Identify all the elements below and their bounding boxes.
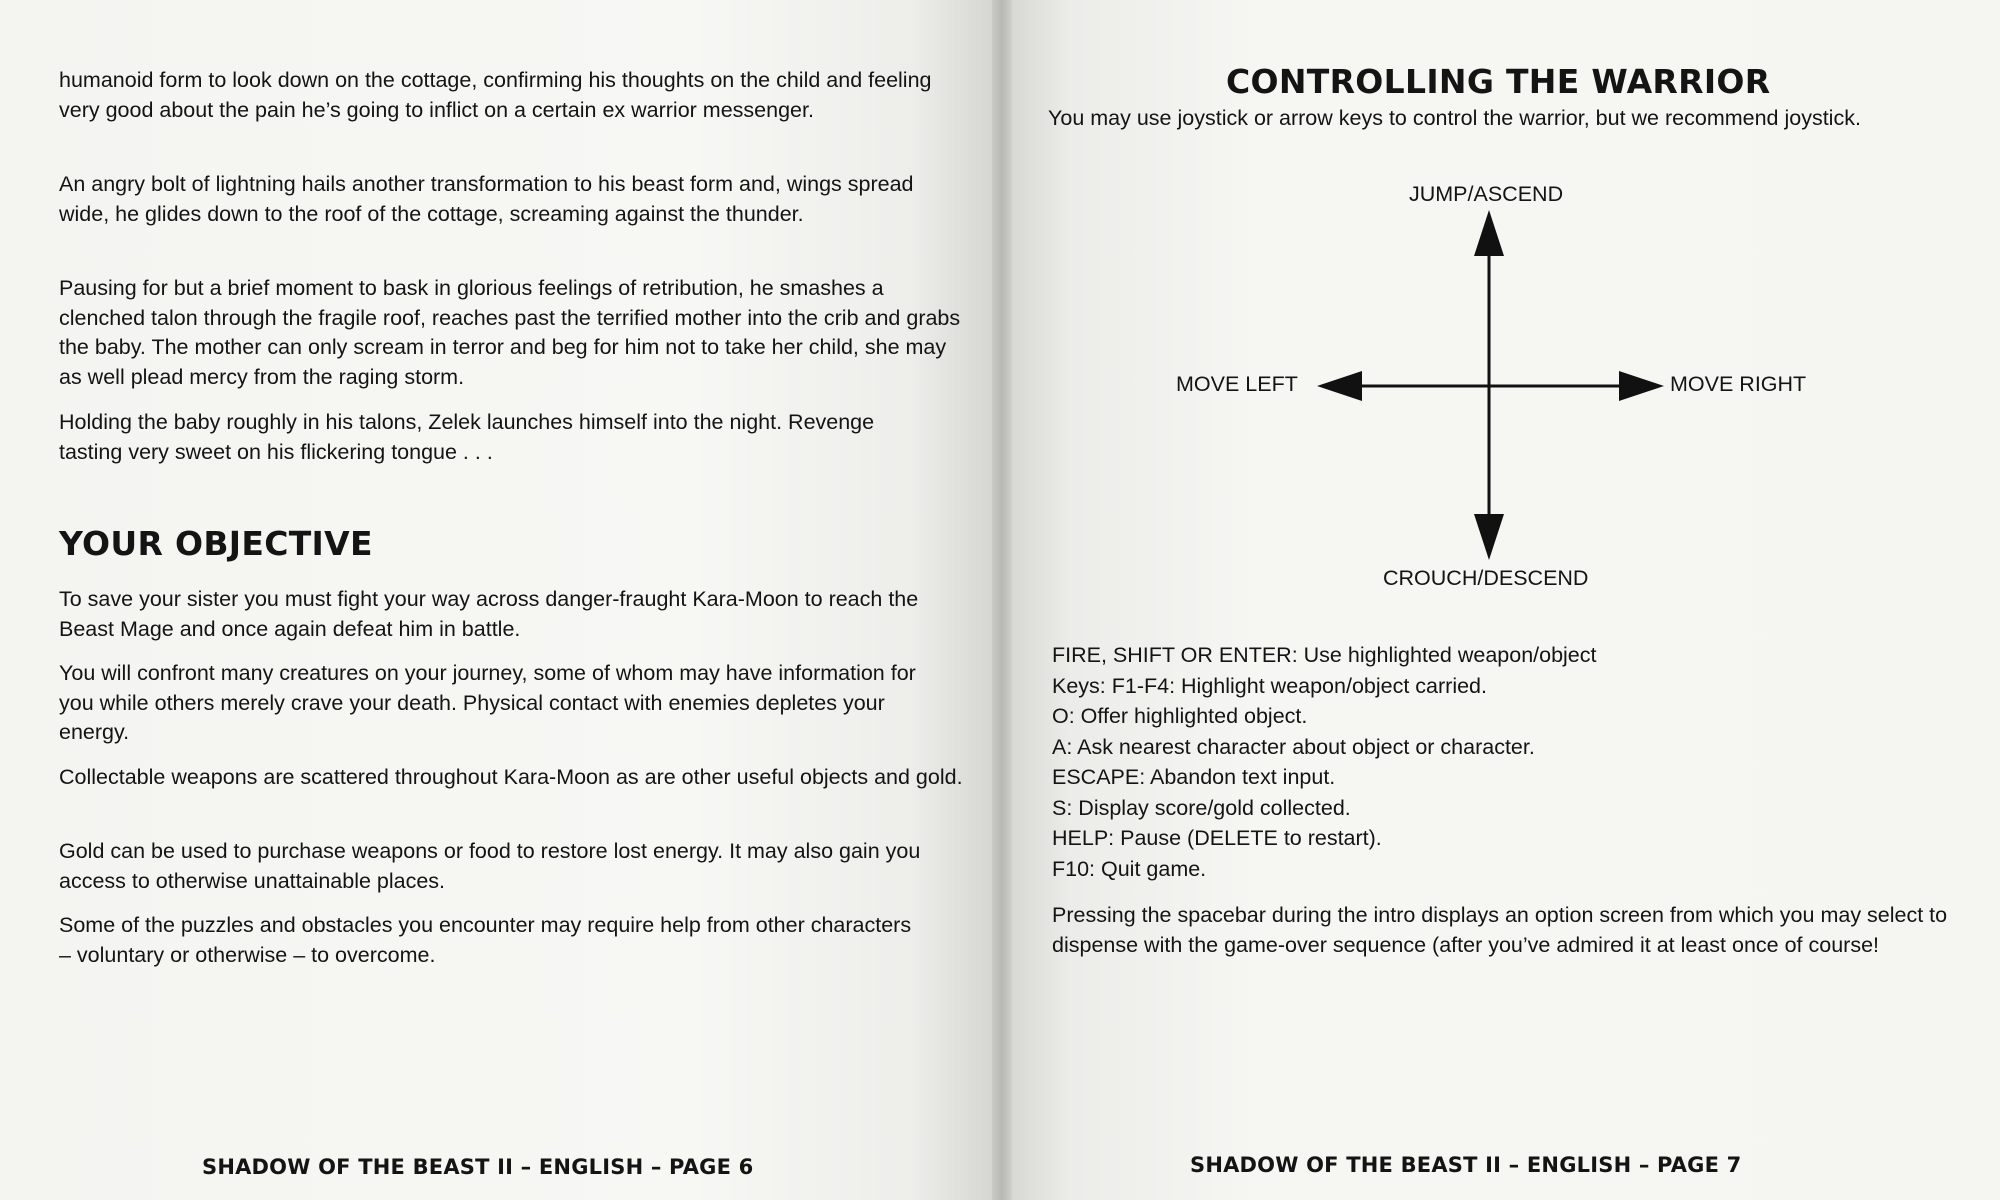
arrow-down-icon — [1474, 514, 1504, 560]
arrow-left-icon — [1317, 371, 1362, 401]
objective-paragraph-4: Gold can be used to purchase weapons or food to restore lost energy. It may also gain you access to otherwise unattainable places. — [59, 839, 921, 893]
story-paragraph-3: Pausing for but a brief moment to bask in glorious feelings of retribution, he smashes a clenched talon through the fragile roof, reaches past the terrified mother into the crib and grabs the baby. The mother can only scream in terror and beg for him not to take her child, she may as well plead mercy from the raging storm. — [59, 276, 961, 389]
jump-ascend-label: JUMP/ASCEND — [1409, 182, 1564, 206]
left-page — [0, 0, 992, 1200]
page-gutter — [992, 0, 1012, 1200]
right-page — [1012, 0, 2000, 1200]
arrow-up-icon — [1474, 210, 1504, 256]
control-score: S: Display score/gold collected. — [1052, 795, 1351, 820]
objective-heading: YOUR OBJECTIVE — [59, 524, 373, 563]
control-offer: O: Offer highlighted object. — [1052, 704, 1308, 728]
objective-paragraph-5: Some of the puzzles and obstacles you encounter may require help from other characters – voluntary or otherwise – to overcome. — [59, 913, 912, 967]
direction-diagram — [1012, 0, 2000, 1200]
story-paragraph-1: humanoid form to look down on the cottage, confirming his thoughts on the child and feeling very good about the pain he’s going to inflict on a certain ex warrior messenger. — [59, 68, 932, 122]
control-ask: A: Ask nearest character about object or character. — [1052, 734, 1535, 759]
crouch-descend-label: CROUCH/DESCEND — [1383, 566, 1589, 590]
spacebar-paragraph: Pressing the spacebar during the intro displays an option screen from which you may select to dispense with the game-over sequence (after you’ve admired it at least once of course! — [1052, 903, 1948, 957]
objective-paragraph-3: Collectable weapons are scattered throughout Kara-Moon as are other useful objects and gold. — [59, 765, 963, 789]
left-page-footer: SHADOW OF THE BEAST II – ENGLISH – PAGE 6 — [202, 1155, 754, 1179]
control-escape: ESCAPE: Abandon text input. — [1052, 765, 1336, 789]
move-left-label: MOVE LEFT — [1176, 372, 1298, 396]
story-paragraph-2: An angry bolt of lightning hails another transformation to his beast form and, wings spread wide, he glides down to the roof of the cottage, screaming against the thunder. — [59, 172, 914, 226]
story-paragraph-4: Holding the baby roughly in his talons, Zelek launches himself into the night. Revenge tasting very sweet on his flickering tongue . . . — [59, 410, 875, 464]
control-keys: Keys: F1-F4: Highlight weapon/object carried. — [1052, 673, 1487, 698]
controls-heading: CONTROLLING THE WARRIOR — [1226, 62, 1771, 101]
controls-intro: You may use joystick or arrow keys to control the warrior, but we recommend joystick. — [1048, 106, 1861, 130]
control-fire: FIRE, SHIFT OR ENTER: Use highlighted weapon/object — [1052, 643, 1597, 667]
control-help: HELP: Pause (DELETE to restart). — [1052, 826, 1382, 850]
control-quit: F10: Quit game. — [1052, 856, 1207, 881]
arrow-right-icon — [1619, 371, 1664, 401]
objective-paragraph-1: To save your sister you must fight your way across danger-fraught Kara-Moon to reach the Beast Mage and once again defeat him in battle. — [59, 587, 919, 641]
right-page-footer: SHADOW OF THE BEAST II – ENGLISH – PAGE 7 — [1190, 1153, 1742, 1177]
controls-list — [1052, 640, 1597, 884]
move-right-label: MOVE RIGHT — [1670, 372, 1807, 396]
objective-paragraph-2: You will confront many creatures on your journey, some of whom may have information for you while others merely crave your death. Physical contact with enemies depletes your energy. — [59, 661, 916, 744]
